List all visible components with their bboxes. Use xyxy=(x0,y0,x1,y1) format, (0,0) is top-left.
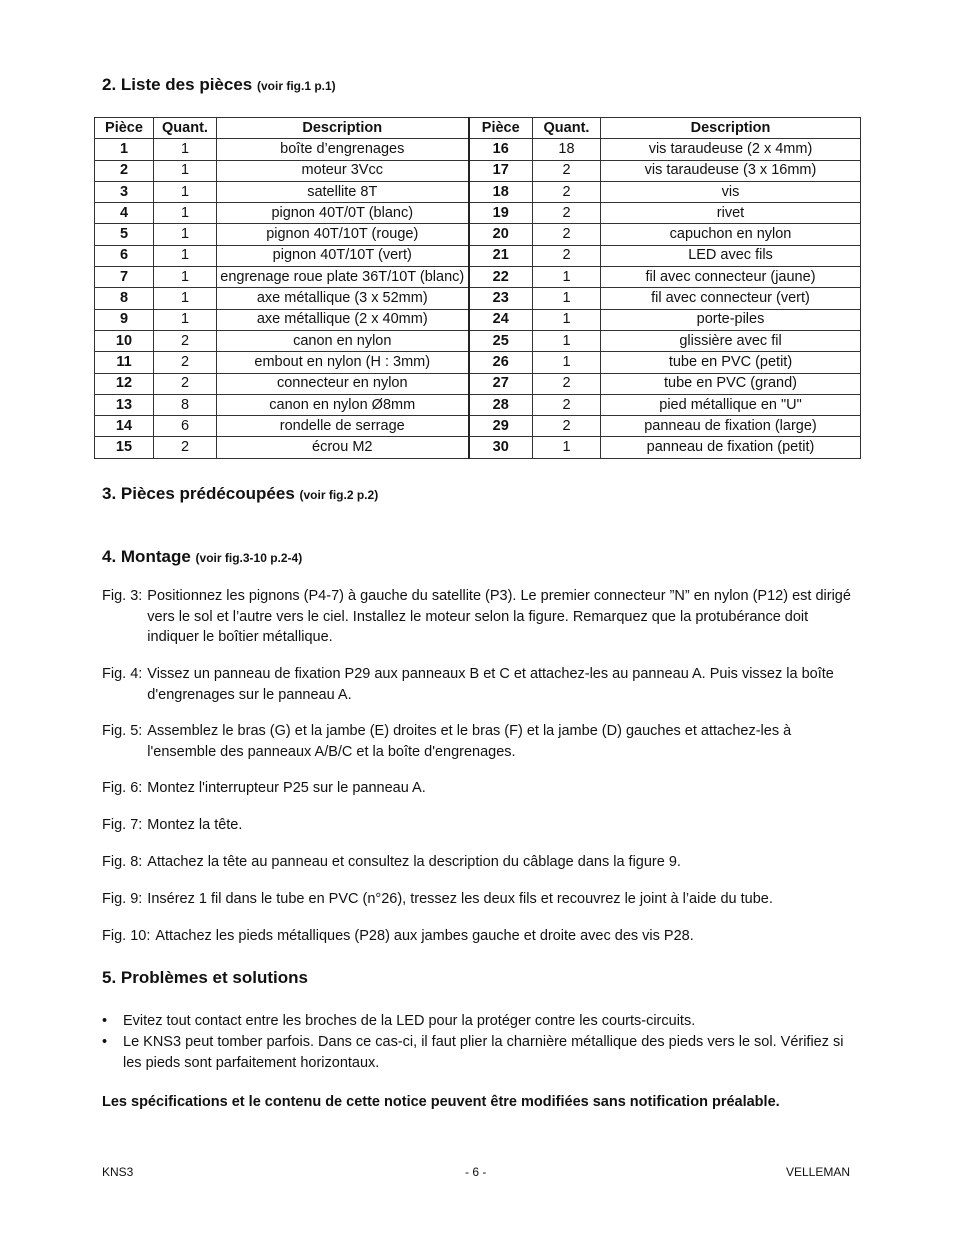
cell-description: pignon 40T/0T (blanc) xyxy=(217,203,469,224)
list-item xyxy=(102,1032,852,1073)
cell-description: écrou M2 xyxy=(217,437,469,458)
assembly-step xyxy=(102,586,854,648)
assembly-step xyxy=(102,926,854,947)
cell-description: satellite 8T xyxy=(217,181,469,202)
header-quantity: Quant. xyxy=(533,118,601,139)
cell-piece-number: 9 xyxy=(95,309,154,330)
assembly-heading xyxy=(102,547,302,567)
cell-piece-number: 16 xyxy=(469,139,533,160)
cell-quantity: 1 xyxy=(533,330,601,351)
cell-quantity: 8 xyxy=(154,394,217,415)
cell-description: capuchon en nylon xyxy=(601,224,861,245)
table-row xyxy=(95,181,861,202)
cell-piece-number: 30 xyxy=(469,437,533,458)
table-row xyxy=(95,203,861,224)
step-instruction: Insérez 1 fil dans le tube en PVC (n°26), tressez les deux fils et recouvrez le joint à l’aide du tube. xyxy=(147,891,773,907)
step-figure-label: Fig. 3: xyxy=(102,588,143,604)
cell-quantity: 1 xyxy=(154,139,217,160)
cell-quantity: 1 xyxy=(154,288,217,309)
cell-description: fil avec connecteur (jaune) xyxy=(601,267,861,288)
cell-quantity: 18 xyxy=(533,139,601,160)
cell-quantity: 2 xyxy=(154,373,217,394)
footer-brand: VELLEMAN xyxy=(786,1165,851,1179)
cell-piece-number: 21 xyxy=(469,245,533,266)
cell-quantity: 1 xyxy=(154,160,217,181)
assembly-step xyxy=(102,852,854,873)
list-item xyxy=(102,1011,852,1032)
cell-piece-number: 19 xyxy=(469,203,533,224)
cell-piece-number: 23 xyxy=(469,288,533,309)
table-row xyxy=(95,309,861,330)
table-row xyxy=(95,437,861,458)
assembly-step xyxy=(102,778,854,799)
step-instruction: Attachez les pieds métalliques (P28) aux jambes gauche et droite avec des vis P28. xyxy=(155,928,694,944)
parts-list-title: 2. Liste des pièces xyxy=(102,75,253,94)
cell-quantity: 1 xyxy=(154,267,217,288)
cell-quantity: 2 xyxy=(533,373,601,394)
cell-quantity: 1 xyxy=(533,267,601,288)
cell-description: pied métallique en "U" xyxy=(601,394,861,415)
cell-piece-number: 6 xyxy=(95,245,154,266)
cell-quantity: 2 xyxy=(154,437,217,458)
cell-quantity: 1 xyxy=(533,309,601,330)
step-figure-label: Fig. 7: xyxy=(102,817,143,833)
step-instruction: Montez la tête. xyxy=(147,817,243,833)
cell-description: axe métallique (3 x 52mm) xyxy=(217,288,469,309)
cell-piece-number: 25 xyxy=(469,330,533,351)
cell-piece-number: 15 xyxy=(95,437,154,458)
cell-quantity: 2 xyxy=(533,160,601,181)
cell-piece-number: 11 xyxy=(95,352,154,373)
cell-piece-number: 13 xyxy=(95,394,154,415)
cell-description: axe métallique (2 x 40mm) xyxy=(217,309,469,330)
cell-description: canon en nylon xyxy=(217,330,469,351)
cell-quantity: 1 xyxy=(154,181,217,202)
cell-description: pignon 40T/10T (vert) xyxy=(217,245,469,266)
parts-table xyxy=(94,117,861,459)
cell-quantity: 1 xyxy=(533,437,601,458)
cell-piece-number: 1 xyxy=(95,139,154,160)
step-figure-label: Fig. 5: xyxy=(102,723,143,739)
table-header-row xyxy=(95,118,861,139)
cell-piece-number: 5 xyxy=(95,224,154,245)
table-row xyxy=(95,330,861,351)
table-row xyxy=(95,267,861,288)
cell-quantity: 1 xyxy=(154,224,217,245)
cell-description: tube en PVC (grand) xyxy=(601,373,861,394)
bullet-icon: • xyxy=(102,1013,108,1029)
cell-description: vis xyxy=(601,181,861,202)
cell-piece-number: 12 xyxy=(95,373,154,394)
cell-description: connecteur en nylon xyxy=(217,373,469,394)
table-row xyxy=(95,160,861,181)
cell-piece-number: 7 xyxy=(95,267,154,288)
cell-description: canon en nylon Ø8mm xyxy=(217,394,469,415)
step-figure-label: Fig. 4: xyxy=(102,666,143,682)
cell-piece-number: 10 xyxy=(95,330,154,351)
cell-piece-number: 27 xyxy=(469,373,533,394)
assembly-step xyxy=(102,664,854,705)
cell-description: LED avec fils xyxy=(601,245,861,266)
cell-description: pignon 40T/10T (rouge) xyxy=(217,224,469,245)
step-figure-label: Fig. 6: xyxy=(102,780,143,796)
cell-quantity: 2 xyxy=(533,203,601,224)
cell-description: boîte d’engrenages xyxy=(217,139,469,160)
parts-list-heading xyxy=(102,75,336,95)
cell-description: rivet xyxy=(601,203,861,224)
step-instruction: Vissez un panneau de fixation P29 aux panneaux B et C et attachez-les au panneau A. Puis vissez la boîte d'engrenages sur le panneau A. xyxy=(147,666,834,703)
footer-page-number: - 6 - xyxy=(465,1165,487,1179)
step-figure-label: Fig. 10: xyxy=(102,928,151,944)
cell-description: vis taraudeuse (3 x 16mm) xyxy=(601,160,861,181)
cell-description: rondelle de serrage xyxy=(217,416,469,437)
precut-parts-heading xyxy=(102,484,378,504)
cell-quantity: 2 xyxy=(533,416,601,437)
cell-piece-number: 22 xyxy=(469,267,533,288)
header-quantity: Quant. xyxy=(154,118,217,139)
cell-quantity: 2 xyxy=(533,181,601,202)
cell-piece-number: 2 xyxy=(95,160,154,181)
table-row xyxy=(95,373,861,394)
step-instruction: Montez l'interrupteur P25 sur le panneau A. xyxy=(147,780,426,796)
precut-parts-reference: (voir fig.2 p.2) xyxy=(299,488,379,502)
precut-parts-title: 3. Pièces prédécoupées xyxy=(102,484,295,503)
cell-description: tube en PVC (petit) xyxy=(601,352,861,373)
cell-description: fil avec connecteur (vert) xyxy=(601,288,861,309)
bullet-icon: • xyxy=(102,1034,108,1050)
footer-model: KNS3 xyxy=(102,1165,134,1179)
step-instruction: Attachez la tête au panneau et consultez la description du câblage dans la figure 9. xyxy=(147,854,681,870)
list-item-text: Evitez tout contact entre les broches de la LED pour la protéger contre les courts-circuits. xyxy=(123,1013,696,1029)
table-row xyxy=(95,288,861,309)
assembly-step xyxy=(102,815,854,836)
parts-list-reference: (voir fig.1 p.1) xyxy=(256,79,336,93)
cell-piece-number: 29 xyxy=(469,416,533,437)
step-figure-label: Fig. 8: xyxy=(102,854,143,870)
cell-description: panneau de fixation (large) xyxy=(601,416,861,437)
cell-quantity: 1 xyxy=(154,203,217,224)
cell-piece-number: 24 xyxy=(469,309,533,330)
cell-description: engrenage roue plate 36T/10T (blanc) xyxy=(217,267,469,288)
cell-piece-number: 14 xyxy=(95,416,154,437)
cell-piece-number: 20 xyxy=(469,224,533,245)
notice-text: Les spécifications et le contenu de cette notice peuvent être modifiées sans notification préalable. xyxy=(102,1094,780,1110)
assembly-title: 4. Montage xyxy=(102,547,191,566)
cell-quantity: 2 xyxy=(154,330,217,351)
troubleshooting-title: 5. Problèmes et solutions xyxy=(102,968,308,987)
cell-quantity: 1 xyxy=(533,288,601,309)
table-row xyxy=(95,352,861,373)
table-row xyxy=(95,224,861,245)
cell-description: panneau de fixation (petit) xyxy=(601,437,861,458)
cell-quantity: 2 xyxy=(533,245,601,266)
cell-piece-number: 4 xyxy=(95,203,154,224)
table-row xyxy=(95,245,861,266)
step-instruction: Positionnez les pignons (P4-7) à gauche du satellite (P3). Le premier connecteur ”N” en nylon (P12) est dirigé vers le sol et l’autre vers le ciel. Installez le moteur selon la figure. Remarquez que la protubérance doit indiquer le boîtier métallique. xyxy=(147,588,851,645)
cell-quantity: 2 xyxy=(533,394,601,415)
assembly-step xyxy=(102,721,854,762)
table-row xyxy=(95,139,861,160)
cell-description: glissière avec fil xyxy=(601,330,861,351)
troubleshooting-heading xyxy=(102,968,308,988)
cell-description: moteur 3Vcc xyxy=(217,160,469,181)
cell-piece-number: 28 xyxy=(469,394,533,415)
assembly-reference: (voir fig.3-10 p.2-4) xyxy=(195,551,303,565)
cell-quantity: 2 xyxy=(154,352,217,373)
table-row xyxy=(95,416,861,437)
cell-quantity: 6 xyxy=(154,416,217,437)
header-piece: Pièce xyxy=(95,118,154,139)
cell-piece-number: 17 xyxy=(469,160,533,181)
cell-piece-number: 18 xyxy=(469,181,533,202)
cell-quantity: 2 xyxy=(533,224,601,245)
cell-description: embout en nylon (H : 3mm) xyxy=(217,352,469,373)
step-figure-label: Fig. 9: xyxy=(102,891,143,907)
cell-quantity: 1 xyxy=(533,352,601,373)
header-piece: Pièce xyxy=(469,118,533,139)
step-instruction: Assemblez le bras (G) et la jambe (E) droites et le bras (F) et la jambe (D) gauches et attachez-les à l'ensemble des panneaux A/B/C et la boîte d'engrenages. xyxy=(147,723,792,760)
cell-quantity: 1 xyxy=(154,245,217,266)
cell-piece-number: 8 xyxy=(95,288,154,309)
header-description: Description xyxy=(601,118,861,139)
cell-piece-number: 26 xyxy=(469,352,533,373)
cell-quantity: 1 xyxy=(154,309,217,330)
cell-description: porte-piles xyxy=(601,309,861,330)
header-description: Description xyxy=(217,118,469,139)
cell-piece-number: 3 xyxy=(95,181,154,202)
assembly-step xyxy=(102,889,854,910)
list-item-text: Le KNS3 peut tomber parfois. Dans ce cas-ci, il faut plier la charnière métallique des pieds vers le sol. Vérifiez si les pieds sont parfaitement horizontaux. xyxy=(123,1034,844,1071)
cell-description: vis taraudeuse (2 x 4mm) xyxy=(601,139,861,160)
table-row xyxy=(95,394,861,415)
